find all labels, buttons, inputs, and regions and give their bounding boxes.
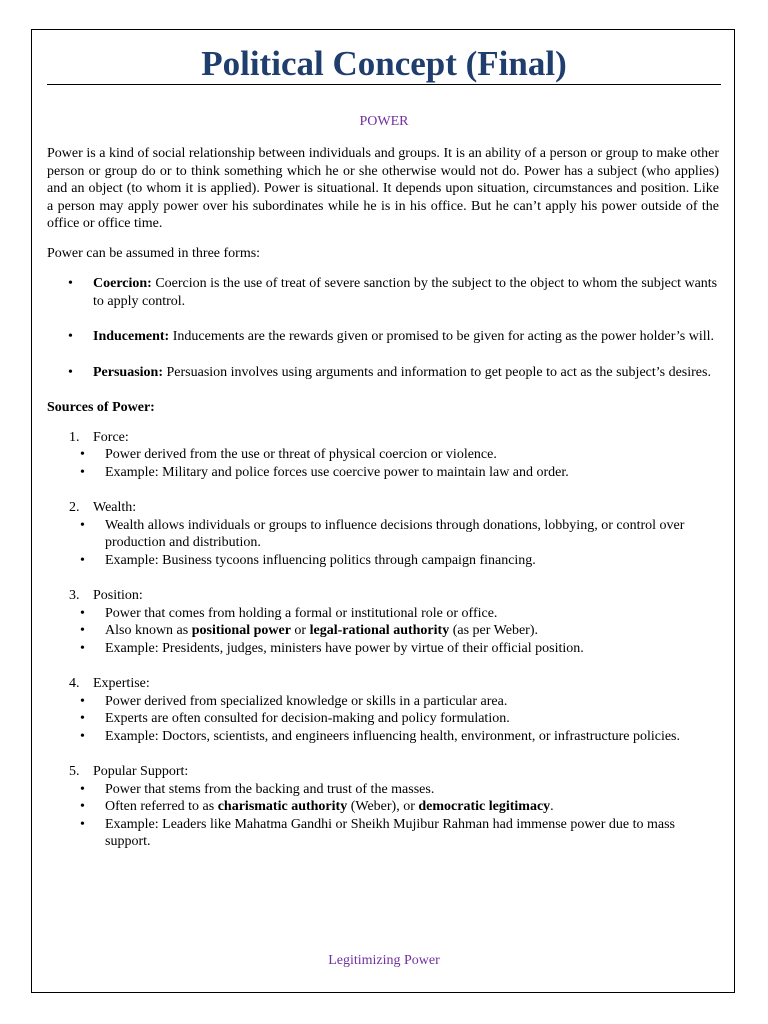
point-text: Power that comes from holding a formal or institutional role or office. [105,605,498,621]
source-point [47,710,719,728]
source-number: 5. [69,764,80,779]
section-heading: POWER [359,114,409,129]
bullet-icon: • [80,447,85,462]
source-label: Force: [93,429,129,445]
source-points [47,446,719,481]
source-label: Position: [93,588,143,603]
form-item [47,275,719,310]
source-point [47,517,719,552]
source-point [47,781,719,799]
source-item [47,587,719,657]
bullet-icon: • [68,364,73,380]
emphasis-text: legal-rational authority [309,623,450,638]
point-text: Often referred to as [105,799,218,814]
forms-list [47,275,719,381]
bullet-icon: • [80,552,85,568]
source-points [47,693,719,746]
point-text: Example: Military and police forces use coercive power to maintain law and order. [105,464,569,480]
source-number: 1. [69,429,80,445]
point-text: or [290,623,310,638]
source-point [47,464,719,482]
bullet-icon: • [80,711,85,726]
bullet-icon: • [80,728,85,744]
source-point [47,728,719,746]
source-item [47,499,719,569]
form-term: Coercion: [93,276,152,291]
source-title [47,763,719,781]
source-number: 3. [69,588,80,603]
point-text: (as per Weber). [449,623,538,638]
emphasis-text: positional power [191,623,291,638]
source-label: Wealth: [93,500,137,515]
bullet-icon: • [68,276,73,291]
point-text: Power derived from specialized knowledge or skills in a particular area. [105,693,508,709]
bullet-icon: • [80,605,85,621]
source-point [47,798,719,816]
source-item [47,429,719,482]
source-title [47,499,719,517]
source-point [47,552,719,570]
title-underline [47,84,721,85]
bullet-icon: • [80,623,85,638]
point-text: Power that stems from the backing and trust of the masses. [105,781,435,797]
footer-heading: Legitimizing Power [328,953,440,968]
form-term: Inducement: [93,329,170,344]
source-item [47,675,719,745]
source-title [47,675,719,693]
point-text: Example: Business tycoons influencing politics through campaign financing. [105,552,536,568]
point-text: Power derived from the use or threat of physical coercion or violence. [105,447,497,462]
source-title [47,587,719,605]
point-text: Example: Presidents, judges, ministers have power by virtue of their official position. [105,640,584,656]
form-item [47,364,719,382]
form-term: Persuasion: [93,364,163,380]
emphasis-text: charismatic authority [217,799,348,814]
intro-paragraph: Power is a kind of social relationship between individuals and groups. It is an ability of a person or group to make other person or group do or to think something which he or she otherwise would not do. Power has a subject (who applies) and an object (to whom it is applied). Power is situational. It depends upon situation, circumstances and position. Like a person may apply power over his subordinates while he is in his office. But he can’t apply his power outside of the office or office time. [47,146,719,231]
bullet-icon: • [80,517,85,533]
bullet-icon: • [80,816,85,832]
point-text: Example: Doctors, scientists, and engineers influencing health, environment, or infrastructure policies. [105,728,680,744]
source-point [47,446,719,464]
source-number: 4. [69,676,80,691]
point-text: . [550,799,554,814]
bullet-icon: • [80,693,85,709]
source-points [47,781,719,851]
sources-list [47,429,719,851]
bullet-icon: • [80,464,85,480]
source-points [47,605,719,658]
source-label: Popular Support: [93,764,189,779]
source-point [47,693,719,711]
sources-heading: Sources of Power: [47,400,155,415]
bullet-icon: • [80,799,85,814]
source-point [47,816,719,851]
source-number: 2. [69,500,80,515]
source-title [47,429,719,447]
point-text: Also known as [105,623,192,638]
form-item [47,328,719,346]
forms-intro: Power can be assumed in three forms: [47,245,261,261]
document-body [47,145,719,869]
document-title: Political Concept (Final) [201,44,567,83]
form-text: Inducements are the rewards given or promised to be given for acting as the power holder’s will. [169,329,715,344]
point-text: Example: Leaders like Mahatma Gandhi or Sheikh Mujibur Rahman had immense power due to mass support. [105,816,675,849]
emphasis-text: democratic legitimacy [418,799,551,814]
point-text: (Weber), or [347,799,419,814]
source-label: Expertise: [93,676,150,691]
bullet-icon: • [80,640,85,656]
point-text: Wealth allows individuals or groups to influence decisions through donations, lobbying, or control over production and distribution. [105,517,685,550]
form-text: Persuasion involves using arguments and information to get people to act as the subject’s desires. [163,364,711,380]
source-point [47,605,719,623]
form-text: Coercion is the use of treat of severe sanction by the subject to the object to whom the subject wants to apply control. [93,276,718,309]
bullet-icon: • [80,781,85,797]
source-point [47,640,719,658]
point-text: Experts are often consulted for decision-making and policy formulation. [105,711,510,726]
source-point [47,622,719,640]
source-item [47,763,719,851]
source-points [47,517,719,570]
bullet-icon: • [68,329,73,344]
